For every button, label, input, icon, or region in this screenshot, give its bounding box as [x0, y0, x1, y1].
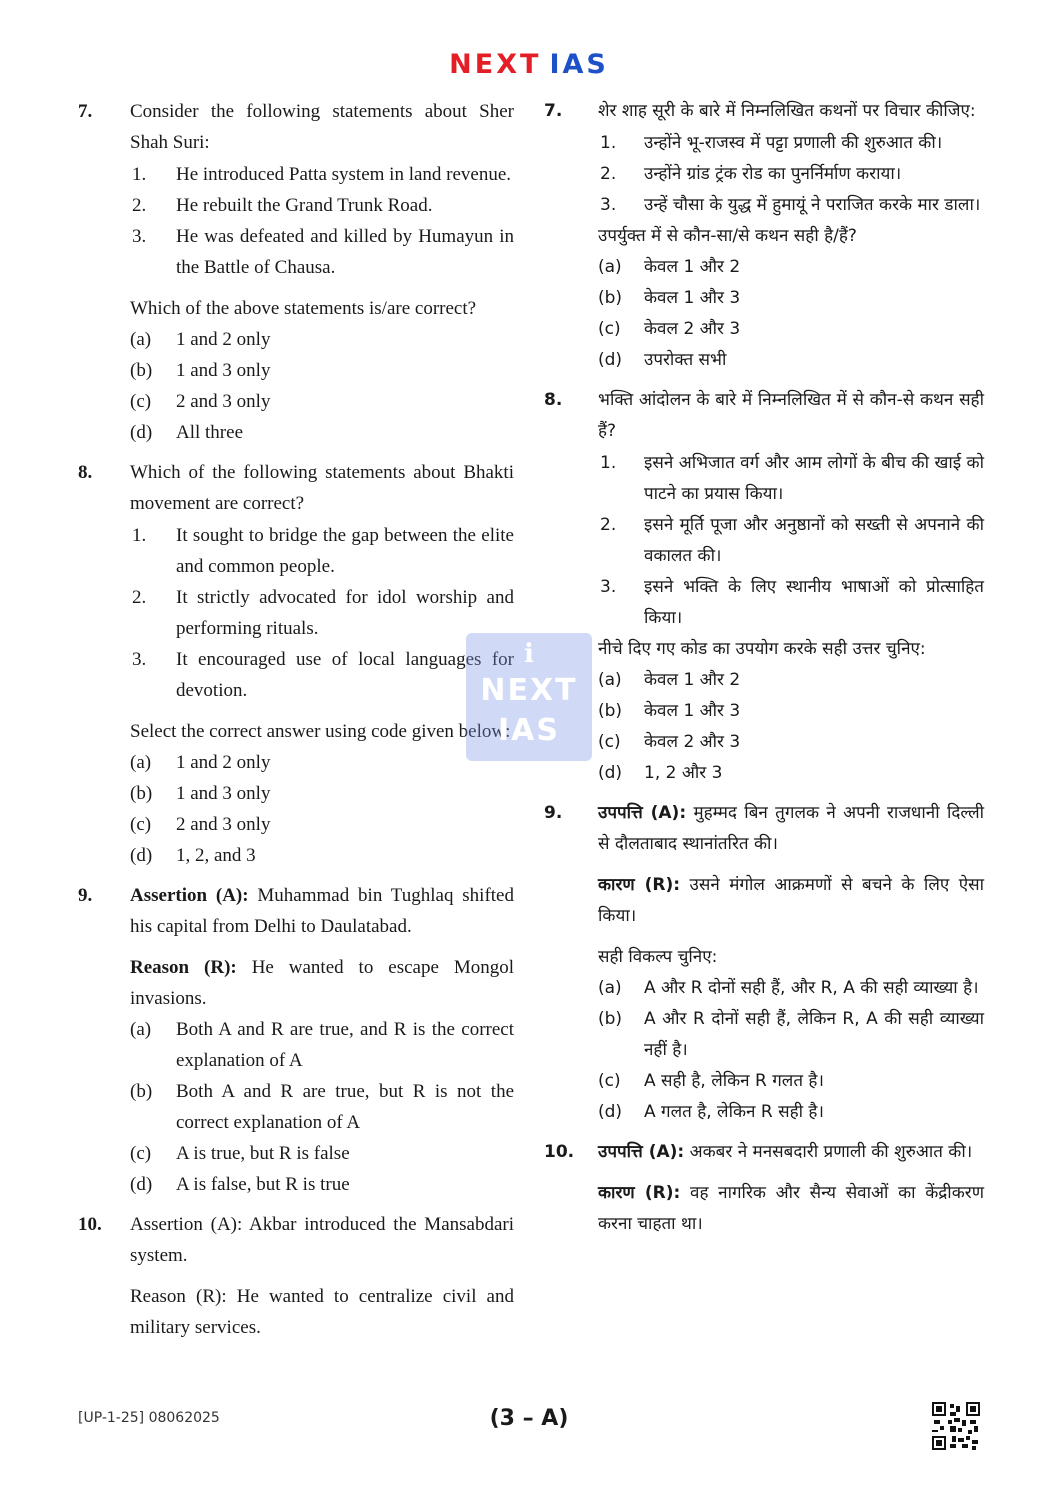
option-label: (a)	[130, 752, 152, 773]
option-d[interactable]	[130, 1169, 514, 1200]
option-label: (a)	[130, 1019, 152, 1040]
assertion-body: मुहम्मद बिन तुगलक ने अपनी राजधानी दिल्ली से दौलताबाद स्थानांतरित की।	[598, 803, 984, 854]
reason-text: Reason (R): He wanted to centralize civil and military services.	[130, 1286, 514, 1338]
reason-text	[130, 952, 514, 1014]
option-text: उपरोक्त सभी	[644, 350, 727, 370]
question-number: 10.	[78, 1214, 102, 1235]
statement-list	[598, 128, 984, 221]
assertion-body: Muhammad bin Tughlaq shifted his capital from Delhi to Daulatabad.	[130, 885, 514, 937]
statement-text: इसने मूर्ति पूजा और अनुष्ठानों को सख्ती से अपनाने की वकालत की।	[644, 515, 984, 566]
option-text: 2 and 3 only	[176, 391, 271, 412]
option-a[interactable]	[598, 973, 984, 1004]
option-text: Both A and R are true, and R is the correct explanation of A	[176, 1019, 514, 1071]
option-b[interactable]	[130, 1076, 514, 1138]
statement-item	[130, 159, 514, 190]
paper-code: [UP-1-25] 08062025	[78, 1410, 220, 1426]
statement-text: इसने अभिजात वर्ग और आम लोगों के बीच की खाई को पाटने का प्रयास किया।	[644, 453, 984, 504]
statement-list	[598, 448, 984, 634]
statement-text: He rebuilt the Grand Trunk Road.	[176, 195, 433, 216]
option-label: (c)	[130, 814, 152, 835]
option-text: केवल 2 और 3	[644, 319, 741, 339]
statement-text: It strictly advocated for idol worship and performing rituals.	[176, 587, 514, 639]
statement-number: 1.	[132, 525, 147, 546]
option-c[interactable]	[130, 809, 514, 840]
statement-number: 3.	[132, 226, 147, 247]
option-text: केवल 1 और 2	[644, 257, 741, 277]
statement-item	[598, 572, 984, 634]
question-10-en	[78, 1209, 514, 1343]
option-label: (c)	[130, 391, 152, 412]
option-a[interactable]	[130, 1014, 514, 1076]
question-number: 9.	[78, 885, 93, 906]
question-stem: भक्ति आंदोलन के बारे में निम्नलिखित में से कौन-से कथन सही हैं?	[598, 390, 984, 441]
option-label: (b)	[130, 1081, 153, 1102]
option-text: Both A and R are true, but R is not the correct explanation of A	[176, 1081, 514, 1133]
question-ask: सही विकल्प चुनिए:	[598, 947, 718, 967]
option-b[interactable]	[130, 355, 514, 386]
reason-body: वह नागरिक और सैन्य सेवाओं का केंद्रीकरण करना चाहता था।	[598, 1183, 984, 1234]
option-label: (b)	[598, 701, 623, 721]
logo-ias-text: IAS	[549, 49, 609, 80]
option-label: (d)	[598, 763, 623, 783]
option-label: (c)	[130, 1143, 152, 1164]
reason-text	[598, 1178, 984, 1240]
option-text: A गलत है, लेकिन R सही है।	[644, 1102, 824, 1122]
reason-text	[598, 870, 984, 932]
option-text: 1 and 3 only	[176, 783, 271, 804]
question-ask: उपर्युक्त में से कौन-सा/से कथन सही है/हैं?	[598, 226, 857, 246]
option-d[interactable]	[598, 1097, 984, 1128]
statement-text: He was defeated and killed by Humayun in the Battle of Chausa.	[176, 226, 514, 278]
option-d[interactable]	[130, 840, 514, 871]
option-a[interactable]	[598, 252, 984, 283]
option-a[interactable]	[598, 665, 984, 696]
qr-code-icon	[932, 1402, 980, 1450]
statement-item	[130, 221, 514, 283]
option-label: (b)	[130, 360, 153, 381]
option-text: A सही है, लेकिन R गलत है।	[644, 1071, 824, 1091]
statement-number: 1.	[600, 133, 617, 153]
option-d[interactable]	[130, 417, 514, 448]
option-label: (c)	[598, 732, 621, 752]
assertion-text	[598, 798, 984, 860]
question-stem: शेर शाह सूरी के बारे में निम्नलिखित कथनों पर विचार कीजिए:	[598, 101, 976, 121]
option-c[interactable]	[598, 1066, 984, 1097]
page-number: (3 – A)	[489, 1406, 569, 1431]
hindi-column	[544, 96, 984, 1240]
option-c[interactable]	[598, 314, 984, 345]
reason-label: कारण (R):	[598, 1183, 681, 1203]
statement-item	[598, 159, 984, 190]
next-ias-logo	[449, 50, 609, 80]
option-text: A और R दोनों सही हैं, लेकिन R, A की सही व्याख्या नहीं है।	[644, 1009, 984, 1060]
statement-item	[130, 582, 514, 644]
question-7-en	[78, 96, 514, 448]
option-label: (a)	[598, 978, 622, 998]
option-b[interactable]	[598, 283, 984, 314]
option-text: 1 and 3 only	[176, 360, 271, 381]
option-label: (a)	[598, 670, 622, 690]
question-number: 8.	[544, 390, 563, 410]
option-label: (a)	[130, 329, 152, 350]
statement-text: He introduced Patta system in land revenue.	[176, 164, 512, 185]
statement-list	[130, 520, 514, 706]
question-number: 9.	[544, 803, 563, 823]
option-a[interactable]	[130, 324, 514, 355]
option-label: (d)	[598, 350, 623, 370]
statement-text: It sought to bridge the gap between the elite and common people.	[176, 525, 514, 577]
option-d[interactable]	[598, 758, 984, 789]
option-c[interactable]	[130, 1138, 514, 1169]
watermark-i-icon: ℹ	[524, 639, 534, 669]
statement-number: 3.	[600, 195, 617, 215]
option-label: (d)	[598, 1102, 623, 1122]
assertion-body: अकबर ने मनसबदारी प्रणाली की शुरुआत की।	[689, 1142, 973, 1162]
option-c[interactable]	[598, 727, 984, 758]
statement-item	[130, 644, 514, 706]
page-header	[0, 50, 1058, 80]
statement-list	[130, 159, 514, 283]
option-text: A is true, but R is false	[176, 1143, 350, 1164]
option-text: 1 and 2 only	[176, 329, 271, 350]
option-b[interactable]	[598, 696, 984, 727]
option-label: (d)	[130, 845, 153, 866]
option-text: 1, 2 और 3	[644, 763, 723, 783]
assertion-label: Assertion (A):	[130, 885, 249, 906]
assertion-text	[130, 880, 514, 942]
assertion-label: उपपत्ति (A):	[598, 803, 687, 823]
question-8-hi	[544, 385, 984, 789]
option-text: केवल 1 और 2	[644, 670, 741, 690]
option-c[interactable]	[130, 386, 514, 417]
question-stem: Which of the following statements about Bhakti movement are correct?	[130, 462, 514, 514]
option-text: केवल 1 और 3	[644, 288, 741, 308]
option-text: 1 and 2 only	[176, 752, 271, 773]
statement-number: 1.	[600, 453, 617, 473]
option-d[interactable]	[598, 345, 984, 376]
option-b[interactable]	[130, 778, 514, 809]
statement-text: इसने भक्ति के लिए स्थानीय भाषाओं को प्रोत्साहित किया।	[644, 577, 984, 628]
question-9-hi	[544, 798, 984, 1128]
statement-item	[130, 520, 514, 582]
statement-number: 2.	[600, 164, 617, 184]
statement-item	[130, 190, 514, 221]
option-text: A is false, but R is true	[176, 1174, 350, 1195]
assertion-text	[598, 1137, 984, 1168]
option-text: 2 and 3 only	[176, 814, 271, 835]
logo-next-text: NEXT	[449, 49, 542, 80]
english-column	[78, 96, 514, 1343]
question-ask: Select the correct answer using code given below:	[130, 721, 511, 742]
reason-label: कारण (R):	[598, 875, 681, 895]
option-text: केवल 1 और 3	[644, 701, 741, 721]
statement-text: उन्होंने भू-राजस्व में पट्टा प्रणाली की शुरुआत की।	[644, 133, 943, 153]
question-number: 7.	[78, 101, 93, 122]
assertion-label: उपपत्ति (A):	[598, 1142, 685, 1162]
statement-number: 2.	[600, 515, 617, 535]
option-text: 1, 2, and 3	[176, 845, 256, 866]
reason-body: उसने मंगोल आक्रमणों से बचने के लिए ऐसा किया।	[598, 875, 984, 926]
question-ask: Which of the above statements is/are correct?	[130, 298, 477, 319]
statement-number: 2.	[132, 587, 147, 608]
question-number: 8.	[78, 462, 93, 483]
statement-number: 1.	[132, 164, 147, 185]
statement-text: उन्होंने ग्रांड ट्रंक रोड का पुनर्निर्माण कराया।	[644, 164, 902, 184]
option-label: (c)	[598, 1071, 621, 1091]
statement-text: It encouraged use of local languages for devotion.	[176, 649, 514, 701]
option-text: All three	[176, 422, 244, 443]
question-9-en	[78, 880, 514, 1200]
reason-label: Reason (R):	[130, 957, 237, 978]
option-a[interactable]	[130, 747, 514, 778]
option-label: (d)	[130, 422, 153, 443]
watermark-text-ias: IAS	[498, 713, 560, 748]
option-label: (c)	[598, 319, 621, 339]
question-number: 10.	[544, 1142, 575, 1162]
option-label: (b)	[130, 783, 153, 804]
statement-number: 2.	[132, 195, 147, 216]
statement-item	[598, 190, 984, 221]
assertion-text: Assertion (A): Akbar introduced the Mansabdari system.	[130, 1214, 514, 1266]
option-label: (b)	[598, 1009, 623, 1029]
statement-item	[598, 510, 984, 572]
option-b[interactable]	[598, 1004, 984, 1066]
question-10-hi	[544, 1137, 984, 1240]
question-8-en	[78, 457, 514, 871]
watermark-text-next: NEXT	[480, 673, 578, 708]
option-text: केवल 2 और 3	[644, 732, 741, 752]
statement-item	[598, 128, 984, 159]
statement-item	[598, 448, 984, 510]
statement-number: 3.	[600, 577, 617, 597]
statement-number: 3.	[132, 649, 147, 670]
question-number: 7.	[544, 101, 563, 121]
statement-text: उन्हें चौसा के युद्ध में हुमायूं ने पराजित करके मार डाला।	[644, 195, 981, 215]
reason-body: He wanted to escape Mongol invasions.	[130, 957, 514, 1009]
question-ask: नीचे दिए गए कोड का उपयोग करके सही उत्तर चुनिए:	[598, 639, 926, 659]
option-text: A और R दोनों सही हैं, और R, A की सही व्याख्या है।	[644, 978, 979, 998]
option-label: (a)	[598, 257, 622, 277]
question-7-hi	[544, 96, 984, 376]
option-label: (d)	[130, 1174, 153, 1195]
question-stem: Consider the following statements about Sher Shah Suri:	[130, 101, 514, 153]
next-ias-watermark	[466, 633, 592, 761]
option-label: (b)	[598, 288, 623, 308]
